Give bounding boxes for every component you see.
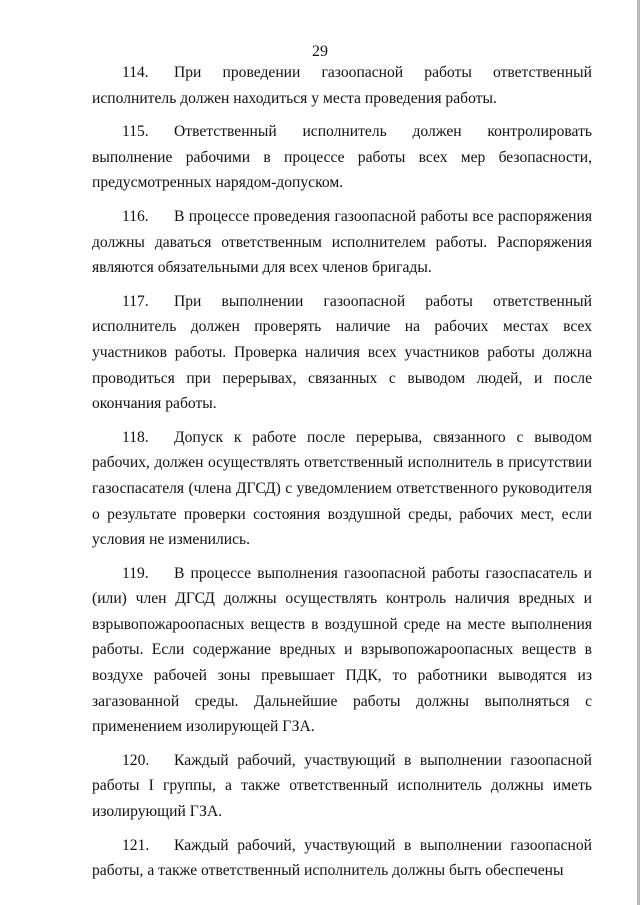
paragraph-117 [92,289,592,417]
paragraph-text: При проведении газоопасной работы ответственный исполнитель должен находиться у места проведения работы. [92,64,592,107]
paragraph-text: Ответственный исполнитель должен контролировать выполнение рабочими в процессе работы всех мер безопасности, предусмотренных нарядом-допуском. [92,123,592,192]
paragraph-number: 118. [122,428,149,446]
paragraph-number: 115. [122,123,149,141]
document-body [92,60,592,892]
paragraph-text: Каждый рабочий, участвующий в выполнении газоопасной работы, а также ответственный исполнитель должны быть обеспечены [92,836,592,880]
paragraph-number: 117. [122,292,149,310]
paragraph-118 [92,425,592,553]
paragraph-text: При выполнении газоопасной работы ответственный исполнитель должен проверять наличие на рабочих местах всех участников работы. Проверка наличия всех участников работы должна проводиться при перерывах, связанных с выводом людей, и после окончания работы. [92,292,592,413]
paragraph-121 [92,833,592,884]
paragraph-number: 116. [122,207,149,225]
paragraph-116 [92,204,592,281]
paragraph-114 [92,60,592,111]
paragraph-120 [92,748,592,825]
paragraph-119 [92,561,592,740]
paragraph-text: Допуск к работе после перерыва, связанного с выводом рабочих, должен осуществлять ответственный исполнитель в присутствии газоспасателя (члена ДГСД) с уведомлением ответственного руководителя о результате проверки состояния воздушной среды, рабочих мест, если условия не изменились. [92,428,592,549]
paragraph-115 [92,119,592,196]
paragraph-text: В процессе выполнения газоопасной работы газоспасатель и (или) член ДГСД должны осуществлять контроль наличия вредных и взрывопожароопасных веществ в воздушной среде на месте выполнения работы. Если содержание вредных и взрывопожароопасных веществ в воздухе рабочей зоны превышает ПДК, то работники выводятся из загазованной среды. Дальнейшие работы должны выполняться с применением изолирующей ГЗА. [92,564,592,736]
paragraph-number: 114. [122,64,149,81]
paragraph-number: 120. [122,751,150,769]
page-number: 29 [312,43,328,60]
paragraph-number: 119. [122,564,149,582]
paragraph-text: Каждый рабочий, участвующий в выполнении газоопасной работы I группы, а также ответственный исполнитель должны иметь изолирующий ГЗА. [92,751,592,821]
paragraph-text: В процессе проведения газоопасной работы все распоряжения должны даваться ответственным исполнителем работы. Распоряжения являются обязательными для всех членов бригады. [92,207,592,277]
paragraph-number: 121. [122,836,150,854]
